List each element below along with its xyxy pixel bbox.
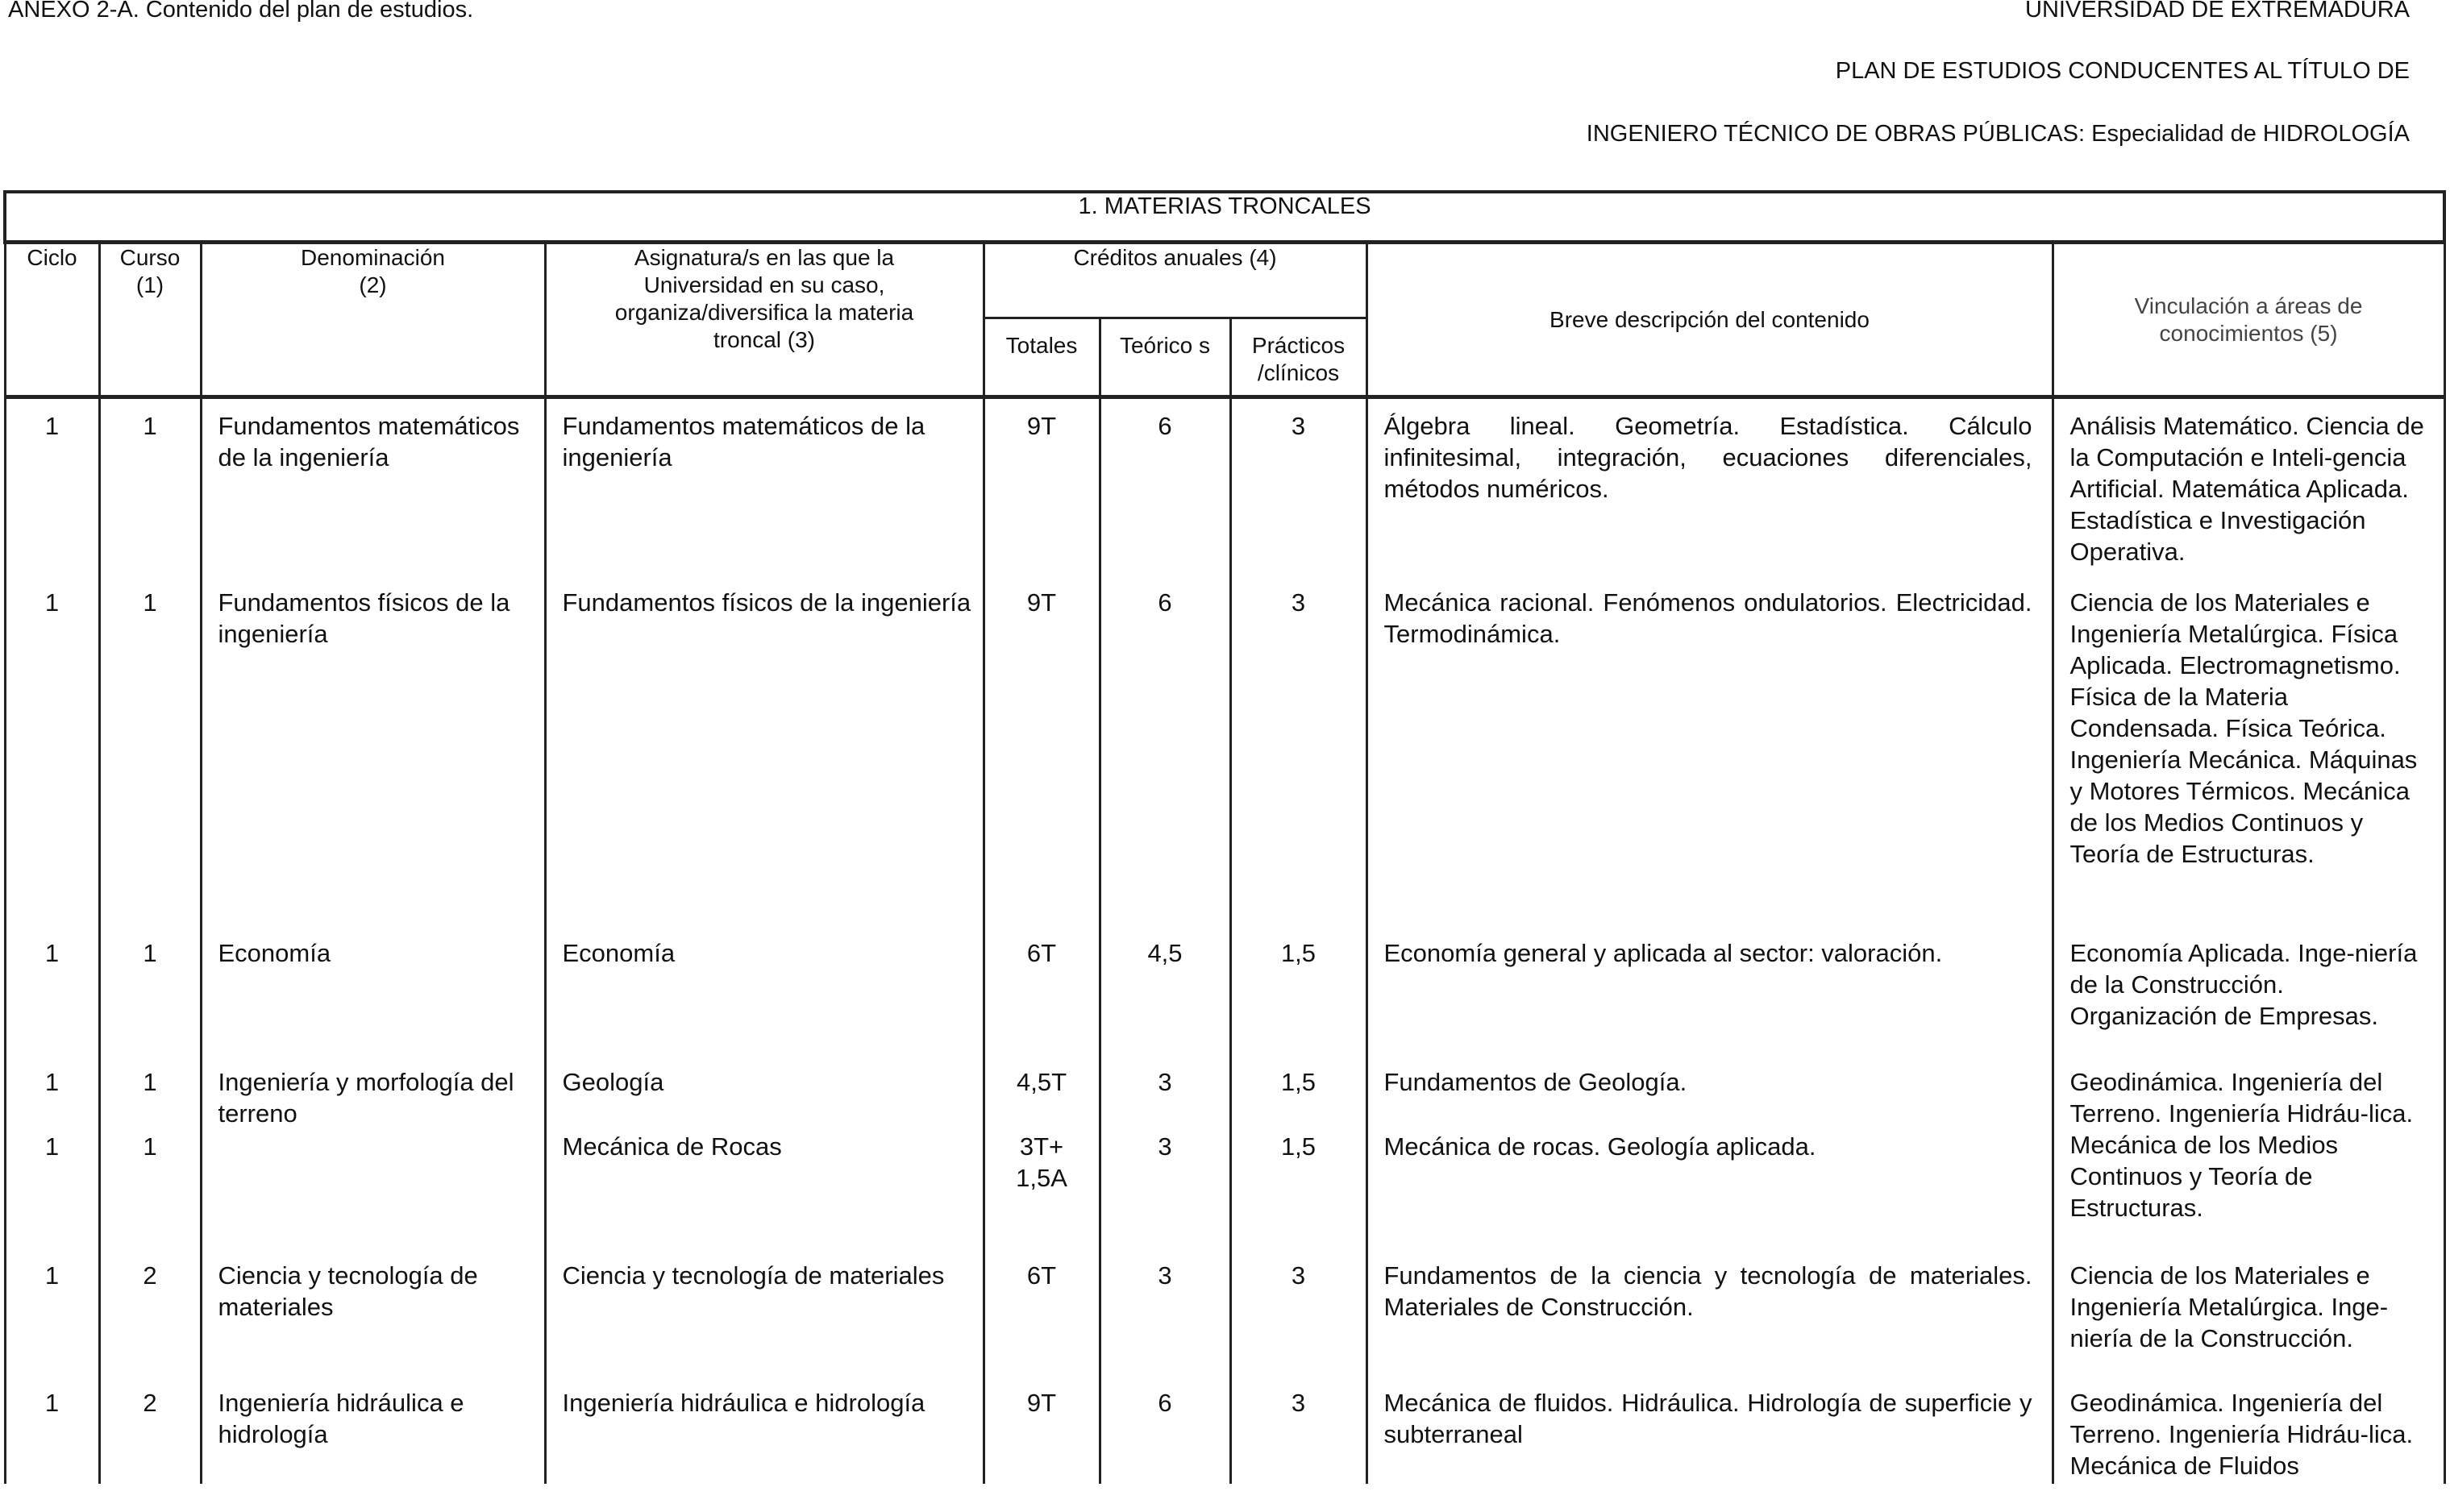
row-vinculacion: Geodinámica. Ingeniería del Terreno. Ingeniería Hidráu-lica. Mecánica de los Medios Continuos y Teoría de Estructuras.	[2053, 1066, 2444, 1260]
row-teoricos: 3	[1100, 1260, 1230, 1387]
table-row	[5, 397, 2444, 587]
university-name: UNIVERSIDAD DE EXTREMADURA	[2025, 0, 2410, 23]
row-descripcion: Mecánica de rocas. Geología aplicada.	[1366, 1131, 2053, 1260]
row-ciclo: 1	[5, 1387, 99, 1484]
curriculum-table	[3, 190, 2446, 1484]
row-totales: 3T+ 1,5A	[984, 1131, 1100, 1260]
curso-label: Curso	[119, 245, 181, 270]
row-vinculacion: Análisis Matemático. Ciencia de la Computación e Inteli-gencia Artificial. Matemática Aplicada. Estadística e Investigación Operativa.	[2053, 397, 2444, 587]
row-ciclo: 1	[5, 587, 99, 937]
row-denominacion: Fundamentos matemáticos de la ingeniería	[201, 397, 545, 587]
row-curso: 1	[99, 1131, 201, 1260]
row-denominacion: Economía	[201, 937, 545, 1066]
row-vinculacion: Ciencia de los Materiales e Ingeniería Metalúrgica. Inge-niería de la Construcción.	[2053, 1260, 2444, 1387]
table-row	[5, 1260, 2444, 1387]
row-curso: 1	[99, 587, 201, 937]
row-ciclo: 1	[5, 1066, 99, 1131]
col-header-practicos: Prácticos /clínicos	[1230, 318, 1366, 397]
row-asignatura: Ciencia y tecnología de materiales	[545, 1260, 984, 1387]
row-descripcion: Mecánica de fluidos. Hidráulica. Hidrología de superficie y subterraneal	[1366, 1387, 2053, 1484]
denominacion-note: (2)	[359, 272, 387, 297]
row-practicos: 3	[1230, 397, 1366, 587]
row-asignatura: Fundamentos físicos de la ingeniería	[545, 587, 984, 937]
degree-title: INGENIERO TÉCNICO DE OBRAS PÚBLICAS: Especialidad de HIDROLOGÍA	[1586, 121, 2410, 147]
row-totales: 6T	[984, 1260, 1100, 1387]
row-curso: 1	[99, 397, 201, 587]
col-header-denominacion	[201, 243, 545, 397]
row-curso: 2	[99, 1260, 201, 1387]
row-asignatura: Fundamentos matemáticos de la ingeniería	[545, 397, 984, 587]
row-teoricos: 6	[1100, 587, 1230, 937]
row-curso: 2	[99, 1387, 201, 1484]
section-banner: 1. MATERIAS TRONCALES	[5, 192, 2444, 243]
row-totales: 6T	[984, 937, 1100, 1066]
row-descripcion: Álgebra lineal. Geometría. Estadística. Cálculo infinitesimal, integración, ecuaciones diferenciales, métodos numéricos.	[1366, 397, 2053, 587]
row-ciclo: 1	[5, 397, 99, 587]
row-teoricos: 4,5	[1100, 937, 1230, 1066]
ciclo-label: Ciclo	[27, 245, 77, 270]
row-teoricos: 6	[1100, 397, 1230, 587]
row-denominacion: Ingeniería hidráulica e hidrología	[201, 1387, 545, 1484]
row-totales: 9T	[984, 397, 1100, 587]
row-practicos: 3	[1230, 1260, 1366, 1387]
row-practicos: 1,5	[1230, 937, 1366, 1066]
row-asignatura: Economía	[545, 937, 984, 1066]
row-vinculacion: Ciencia de los Materiales e Ingeniería Metalúrgica. Física Aplicada. Electromagnetismo. Física de la Materia Condensada. Física Teórica. Ingeniería Mecánica. Máquinas y Motores Térmicos. Mecánica de los Medios Continuos y Teoría de Estructuras.	[2053, 587, 2444, 937]
row-asignatura: Mecánica de Rocas	[545, 1131, 984, 1260]
table-row	[5, 937, 2444, 1066]
row-totales: 9T	[984, 587, 1100, 937]
row-vinculacion: Geodinámica. Ingeniería del Terreno. Ingeniería Hidráu-lica. Mecánica de Fluidos	[2053, 1387, 2444, 1484]
table-body	[5, 397, 2444, 1484]
row-asignatura: Ingeniería hidráulica e hidrología	[545, 1387, 984, 1484]
col-header-vinculacion: Vinculación a áreas de conocimientos (5)	[2053, 243, 2444, 397]
col-header-curso	[99, 243, 201, 397]
curso-note: (1)	[135, 272, 164, 297]
row-totales: 9T	[984, 1387, 1100, 1484]
row-curso: 1	[99, 937, 201, 1066]
row-denominacion: Ciencia y tecnología de materiales	[201, 1260, 545, 1387]
col-header-totales: Totales	[984, 318, 1100, 397]
table-row	[5, 1387, 2444, 1484]
plan-title: PLAN DE ESTUDIOS CONDUCENTES AL TÍTULO DE	[1835, 58, 2410, 84]
annex-title: ANEXO 2-A. Contenido del plan de estudios.	[8, 0, 474, 23]
col-header-descripcion: Breve descripción del contenido	[1366, 243, 2053, 397]
row-teoricos: 6	[1100, 1387, 1230, 1484]
row-practicos: 1,5	[1230, 1131, 1366, 1260]
col-header-asignatura: Asignatura/s en las que la Universidad en su caso, organiza/diversifica la materia troncal (3)	[545, 243, 984, 397]
table-banner-row	[5, 192, 2444, 243]
row-descripcion: Economía general y aplicada al sector: valoración.	[1366, 937, 2053, 1066]
col-header-creditos: Créditos anuales (4)	[984, 243, 1366, 318]
row-totales: 4,5T	[984, 1066, 1100, 1131]
table-row	[5, 1066, 2444, 1131]
table-header	[5, 243, 2444, 397]
row-curso: 1	[99, 1066, 201, 1131]
row-teoricos: 3	[1100, 1131, 1230, 1260]
row-ciclo: 1	[5, 1131, 99, 1260]
row-descripcion: Fundamentos de Geología.	[1366, 1066, 2053, 1131]
row-practicos: 3	[1230, 587, 1366, 937]
denominacion-label: Denominación	[301, 245, 445, 270]
row-asignatura: Geología	[545, 1066, 984, 1131]
row-denominacion: Ingeniería y morfología del terreno	[201, 1066, 545, 1260]
row-descripcion: Fundamentos de la ciencia y tecnología de materiales. Materiales de Construcción.	[1366, 1260, 2053, 1387]
row-ciclo: 1	[5, 937, 99, 1066]
row-teoricos: 3	[1100, 1066, 1230, 1131]
row-descripcion: Mecánica racional. Fenómenos ondulatorios. Electricidad. Termodinámica.	[1366, 587, 2053, 937]
row-practicos: 3	[1230, 1387, 1366, 1484]
row-denominacion: Fundamentos físicos de la ingeniería	[201, 587, 545, 937]
row-practicos: 1,5	[1230, 1066, 1366, 1131]
col-header-ciclo	[5, 243, 99, 397]
row-vinculacion: Economía Aplicada. Inge-niería de la Construcción. Organización de Empresas.	[2053, 937, 2444, 1066]
table-row	[5, 587, 2444, 937]
row-ciclo: 1	[5, 1260, 99, 1387]
col-header-teoricos: Teórico s	[1100, 318, 1230, 397]
